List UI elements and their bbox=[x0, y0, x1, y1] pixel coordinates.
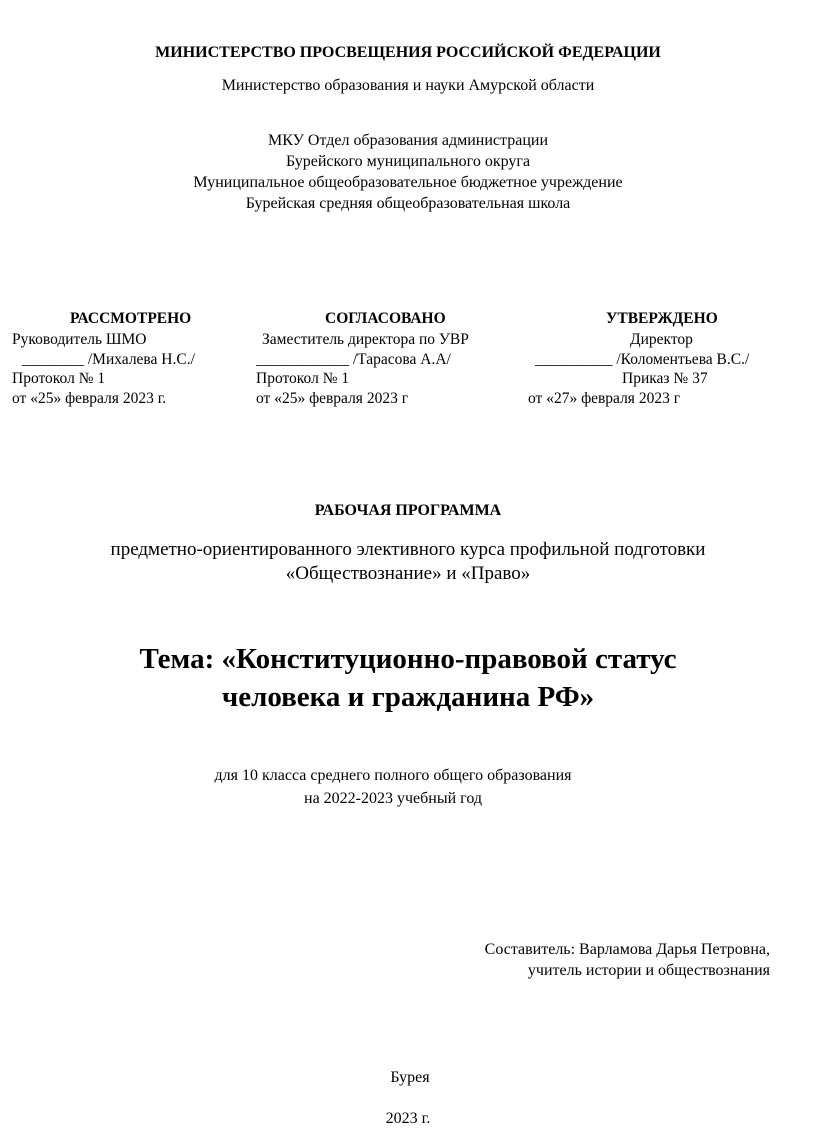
regional-ministry: Министерство образования и науки Амурской области bbox=[221, 77, 595, 94]
reviewed-protocol: Протокол № 1 bbox=[12, 370, 106, 387]
ministry-title: МИНИСТЕРСТВО ПРОСВЕЩЕНИЯ РОССИЙСКОЙ ФЕДЕРАЦИИ bbox=[155, 44, 661, 61]
agreed-signature: ____________ /Тарасова А.А/ bbox=[256, 351, 451, 368]
program-subtitle-line-1: предметно-ориентированного элективного курса профильной подготовки bbox=[110, 539, 706, 560]
approved-role: Директор bbox=[630, 331, 693, 348]
footer-year: 2023 г. bbox=[385, 1110, 431, 1127]
reviewed-signature: ________ /Михалева Н.С./ bbox=[22, 351, 195, 368]
approved-protocol: Приказ № 37 bbox=[622, 370, 708, 387]
approved-date: от «27» февраля 2023 г bbox=[528, 390, 681, 407]
program-subtitle-line-2: «Обществознание» и «Право» bbox=[285, 563, 531, 584]
department-line-2: Бурейского муниципального округа bbox=[285, 153, 531, 170]
author-position: учитель истории и обществознания bbox=[527, 962, 770, 979]
grade-line: для 10 класса среднего полного общего образования bbox=[214, 767, 572, 784]
agreed-protocol: Протокол № 1 bbox=[256, 370, 350, 387]
reviewed-title: РАССМОТРЕНО bbox=[70, 310, 192, 327]
author-name: Составитель: Варламова Дарья Петровна, bbox=[484, 941, 770, 958]
program-title: РАБОЧАЯ ПРОГРАММА bbox=[314, 502, 502, 519]
topic-line-2: человека и гражданина РФ» bbox=[221, 681, 595, 713]
agreed-role: Заместитель директора по УВР bbox=[262, 331, 469, 348]
year-line: на 2022-2023 учебный год bbox=[304, 790, 482, 807]
approved-signature: __________ /Коломентьева В.С./ bbox=[535, 351, 750, 368]
agreed-title: СОГЛАСОВАНО bbox=[325, 310, 446, 327]
reviewed-role: Руководитель ШМО bbox=[12, 331, 147, 348]
institution-line-1: Муниципальное общеобразовательное бюджетное учреждение bbox=[193, 174, 623, 191]
reviewed-date: от «25» февраля 2023 г. bbox=[12, 390, 167, 407]
approved-title: УТВЕРЖДЕНО bbox=[606, 310, 718, 327]
department-line-1: МКУ Отдел образования администрации bbox=[268, 132, 548, 149]
footer-city: Бурея bbox=[390, 1069, 430, 1086]
topic-line-1: Тема: «Конституционно-правовой статус bbox=[139, 643, 677, 675]
institution-line-2: Бурейская средняя общеобразовательная школа bbox=[245, 195, 571, 212]
agreed-date: от «25» февраля 2023 г bbox=[256, 390, 409, 407]
